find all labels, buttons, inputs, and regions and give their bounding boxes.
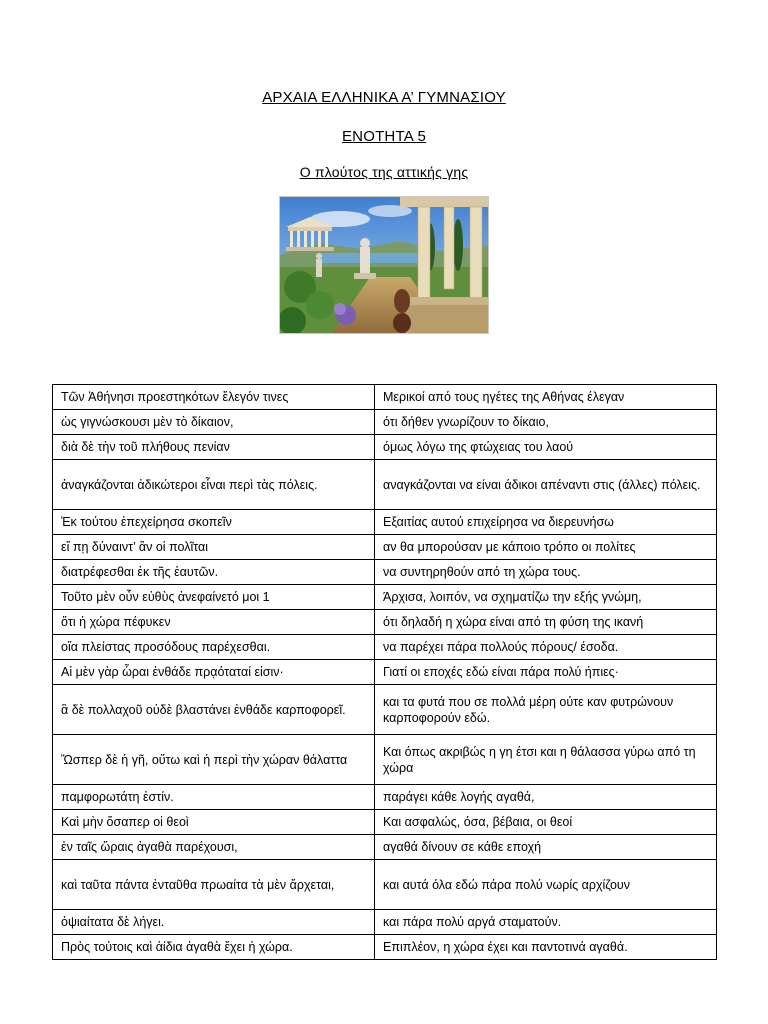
ancient-text-cell: ἀναγκάζονται ἀδικώτεροι εἶναι περὶ τὰς πόλεις.: [53, 460, 375, 510]
ancient-athens-illustration: [279, 196, 489, 334]
ancient-text-cell: παμφορωτάτη ἐστίν.: [53, 785, 375, 810]
table-row: [53, 735, 717, 785]
table-row: [53, 935, 717, 960]
modern-text-cell: Και όπως ακριβώς η γη έτσι και η θάλασσα γύρω από τη χώρα: [375, 735, 717, 785]
modern-text-cell: αγαθά δίνουν σε κάθε εποχή: [375, 835, 717, 860]
ancient-text-cell: καὶ ταῦτα πάντα ἐνταῦθα πρωαίτα τὰ μὲν ἄρχεται,: [53, 860, 375, 910]
ancient-text-cell: οἵα πλείστας προσόδους παρέχεσθαι.: [53, 635, 375, 660]
ancient-text-cell: διὰ δὲ τὴν τοῦ πλήθους πενίαν: [53, 435, 375, 460]
translation-table: [52, 384, 717, 960]
ancient-text-cell: Τοῦτο μὲν οὖν εὐθὺς ἀνεφαίνετό μοι 1: [53, 585, 375, 610]
table-row: [53, 385, 717, 410]
ancient-text-cell: διατρέφεσθαι ἐκ τῆς ἑαυτῶν.: [53, 560, 375, 585]
ancient-text-cell: ὅτι ἡ χώρα πέφυκεν: [53, 610, 375, 635]
lesson-subtitle: Ο πλούτος της αττικής γης: [299, 164, 469, 180]
ancient-text-cell: ὡς γιγνώσκουσι μὲν τὸ δίκαιον,: [53, 410, 375, 435]
ancient-text-cell: Καὶ μὴν ὅσαπερ οἱ θεοὶ: [53, 810, 375, 835]
table-row: [53, 910, 717, 935]
modern-text-cell: να παρέχει πάρα πολλούς πόρους/ έσοδα.: [375, 635, 717, 660]
modern-text-cell: ότι δηλαδή η χώρα είναι από τη φύση της ικανή: [375, 610, 717, 635]
table-row: [53, 560, 717, 585]
table-row: [53, 585, 717, 610]
table-row: [53, 785, 717, 810]
modern-text-cell: αναγκάζονται να είναι άδικοι απέναντι στις (άλλες) πόλεις.: [375, 460, 717, 510]
modern-text-cell: να συντηρηθούν από τη χώρα τους.: [375, 560, 717, 585]
modern-text-cell: και τα φυτά που σε πολλά μέρη ούτε καν φυτρώνουν καρποφορούν εδώ.: [375, 685, 717, 735]
table-row: [53, 685, 717, 735]
ancient-text-cell: ὀψιαίτατα δὲ λήγει.: [53, 910, 375, 935]
ancient-text-cell: ἐν ταῖς ὥραις ἀγαθὰ παρέχουσι,: [53, 835, 375, 860]
modern-text-cell: και αυτά όλα εδώ πάρα πολύ νωρίς αρχίζουν: [375, 860, 717, 910]
table-row: [53, 635, 717, 660]
table-row: [53, 460, 717, 510]
ancient-text-cell: Αἱ μὲν γὰρ ὧραι ἐνθάδε πρᾳόταταί εἰσιν·: [53, 660, 375, 685]
ancient-text-cell: Τῶν Ἀθήνησι προεστηκότων ἔλεγόν τινες: [53, 385, 375, 410]
modern-text-cell: παράγει κάθε λογής αγαθά,: [375, 785, 717, 810]
table-row: [53, 860, 717, 910]
modern-text-cell: και πάρα πολύ αργά σταματούν.: [375, 910, 717, 935]
unit-heading: ΕΝΟΤΗΤΑ 5: [341, 128, 427, 145]
modern-text-cell: Επιπλέον, η χώρα έχει και παντοτινά αγαθά.: [375, 935, 717, 960]
table-row: [53, 835, 717, 860]
modern-text-cell: Άρχισα, λοιπόν, να σχηματίζω την εξής γνώμη,: [375, 585, 717, 610]
ancient-text-cell: εἴ πῃ δύναιντ’ ἂν οἱ πολῖται: [53, 535, 375, 560]
modern-text-cell: Γιατί οι εποχές εδώ είναι πάρα πολύ ήπιες·: [375, 660, 717, 685]
ancient-text-cell: Πρὸς τούτοις καὶ ἀίδια ἀγαθὰ ἔχει ἡ χώρα.: [53, 935, 375, 960]
table-row: [53, 810, 717, 835]
ancient-text-cell: Ὥσπερ δὲ ἡ γῆ, οὕτω καὶ ἡ περὶ τὴν χώραν θάλαττα: [53, 735, 375, 785]
document-title: ΑΡΧΑΙΑ ΕΛΛΗΝΙΚΑ Α’ ΓΥΜΝΑΣΙΟΥ: [262, 89, 506, 106]
modern-text-cell: Μερικοί από τους ηγέτες της Αθήνας έλεγαν: [375, 385, 717, 410]
table-row: [53, 410, 717, 435]
table-row: [53, 510, 717, 535]
modern-text-cell: όμως λόγω της φτώχειας του λαού: [375, 435, 717, 460]
table-row: [53, 610, 717, 635]
modern-text-cell: ότι δήθεν γνωρίζουν το δίκαιο,: [375, 410, 717, 435]
modern-text-cell: Και ασφαλώς, όσα, βέβαια, οι θεοί: [375, 810, 717, 835]
modern-text-cell: αν θα μπορούσαν με κάποιο τρόπο οι πολίτες: [375, 535, 717, 560]
table-row: [53, 660, 717, 685]
table-row: [53, 435, 717, 460]
modern-text-cell: Εξαιτίας αυτού επιχείρησα να διερευνήσω: [375, 510, 717, 535]
table-row: [53, 535, 717, 560]
ancient-text-cell: Ἐκ τούτου ἐπεχείρησα σκοπεῖν: [53, 510, 375, 535]
ancient-text-cell: ἃ δὲ πολλαχοῦ οὐδὲ βλαστάνει ἐνθάδε καρποφορεῖ.: [53, 685, 375, 735]
